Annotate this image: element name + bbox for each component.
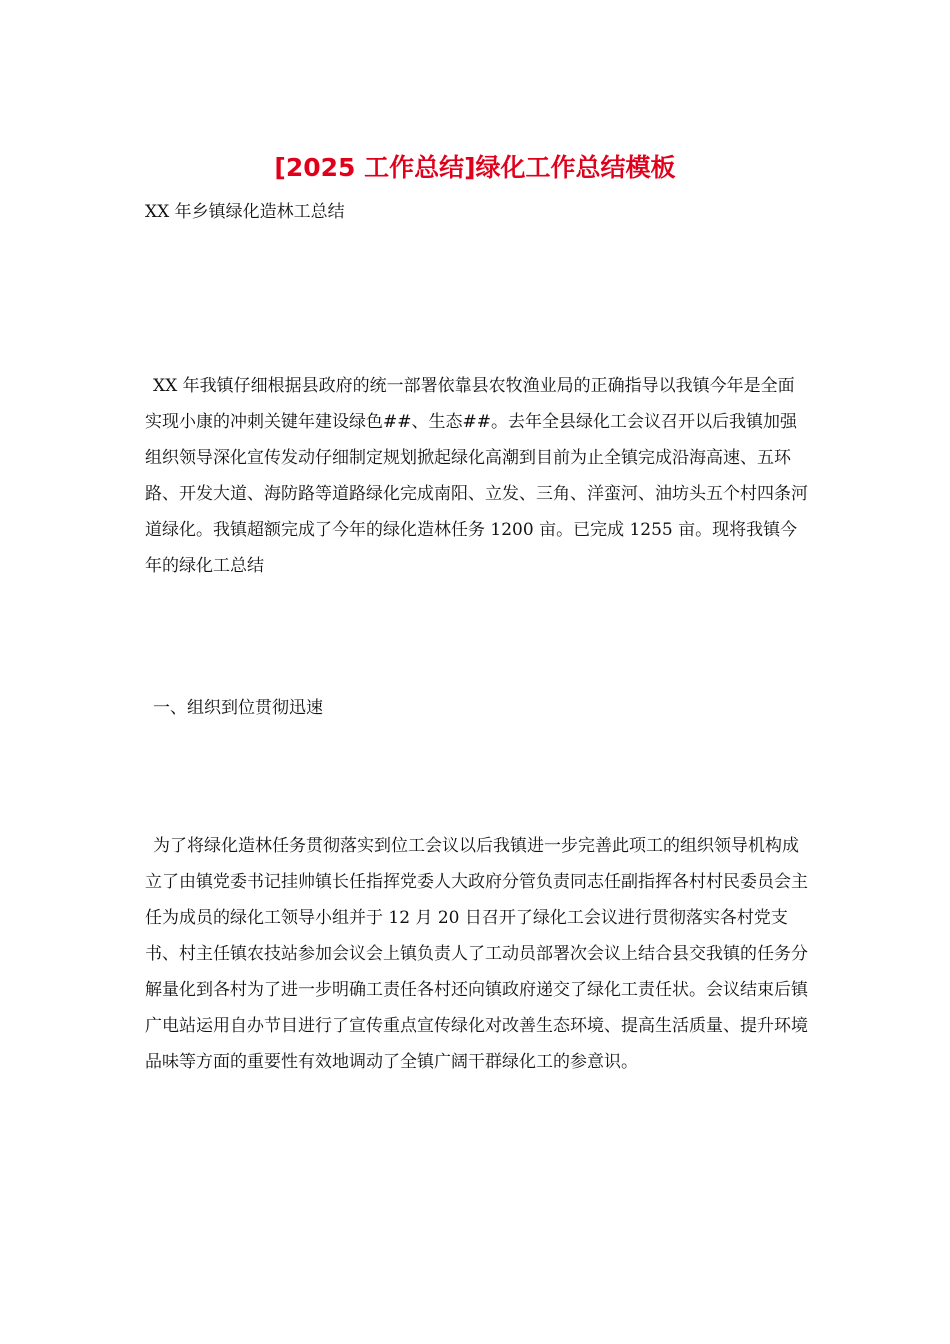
intro-paragraph: XX 年我镇仔细根据县政府的统一部署依靠县农牧渔业局的正确指导以我镇今年是全面实现小康的冲刺关键年建设绿色##、生态##。去年全县绿化工会议召开以后我镇加强组织领导深化宣传发动仔细制定规划掀起绿化高潮到目前为止全镇完成沿海高速、五环路、开发大道、海防路等道路绿化完成南阳、立发、三角、洋蛮河、油坊头五个村四条河道绿化。我镇超额完成了今年的绿化造林任务 1200 亩。已完成 1255 亩。现将我镇今年的绿化工总结: [145, 376, 808, 576]
document-title: [2025 工作总结]绿化工作总结模板: [274, 153, 676, 182]
document-subtitle: XX 年乡镇绿化造林工总结: [145, 202, 345, 222]
section-heading: 一、组织到位贯彻迅速: [153, 698, 323, 718]
body-paragraph: 为了将绿化造林任务贯彻落实到位工会议以后我镇进一步完善此项工的组织领导机构成立了由镇党委书记挂帅镇长任指挥党委人大政府分管负责同志任副指挥各村村民委员会主任为成员的绿化工领导小组并于 12 月 20 日召开了绿化工会议进行贯彻落实各村党支书、村主任镇农技站参加会议会上镇负责人了工动员部署次会议上结合县交我镇的任务分解量化到各村为了进一步明确工责任各村还向镇政府递交了绿化工责任状。会议结束后镇广电站运用自办节目进行了宣传重点宣传绿化对改善生态环境、提高生活质量、提升环境品味等方面的重要性有效地调动了全镇广阔干群绿化工的参意识。: [145, 836, 808, 1072]
